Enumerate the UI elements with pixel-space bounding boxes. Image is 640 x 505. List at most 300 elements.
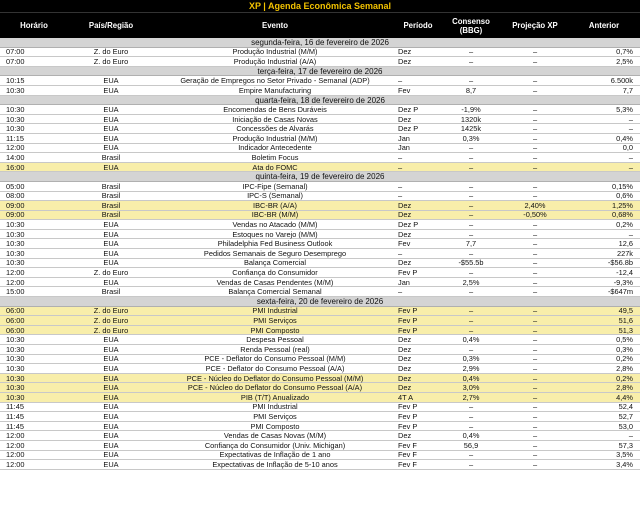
cell-consensus: 1425k bbox=[460, 124, 482, 134]
cell-consensus: 1320k bbox=[460, 114, 482, 124]
cell-consensus: – bbox=[468, 316, 474, 326]
cell-period: – bbox=[398, 248, 403, 258]
cell-consensus: – bbox=[468, 325, 474, 335]
cell-event: PMI Serviços bbox=[253, 316, 297, 326]
cell-event: Expectativas de Inflação de 1 ano bbox=[219, 450, 331, 460]
cell-previous: – bbox=[628, 162, 633, 172]
cell-event: Produção Industrial (M/M) bbox=[232, 47, 318, 57]
cell-event: Pedidos Semanais de Seguro Desemprego bbox=[203, 248, 347, 258]
table-row bbox=[0, 403, 640, 413]
cell-time: 10:30 bbox=[6, 104, 25, 114]
table-row bbox=[0, 115, 640, 125]
cell-country: EUA bbox=[103, 277, 119, 287]
cell-period: Fev P bbox=[398, 402, 418, 412]
cell-time: 07:00 bbox=[6, 56, 25, 66]
cell-consensus: – bbox=[468, 143, 474, 153]
cell-consensus: -1,9% bbox=[461, 104, 481, 114]
cell-country: EUA bbox=[103, 335, 119, 345]
cell-xp-projection: – bbox=[532, 431, 538, 441]
cell-time: 10:30 bbox=[6, 248, 25, 258]
cell-consensus: 2,7% bbox=[462, 392, 480, 402]
cell-xp-projection: – bbox=[532, 354, 538, 364]
cell-country: EUA bbox=[103, 421, 119, 431]
cell-previous: -$56.8b bbox=[607, 258, 633, 268]
table-row bbox=[0, 451, 640, 461]
table-row bbox=[0, 57, 640, 67]
cell-xp-projection: – bbox=[532, 383, 538, 393]
cell-country: EUA bbox=[103, 104, 119, 114]
cell-previous: 0,68% bbox=[612, 210, 633, 220]
cell-previous: 51,6 bbox=[618, 316, 633, 326]
cell-event: Vendas de Casas Pendentes (M/M) bbox=[216, 277, 334, 287]
cell-period: – bbox=[398, 76, 403, 86]
cell-previous: – bbox=[628, 124, 633, 134]
cell-previous: -9,3% bbox=[613, 277, 633, 287]
cell-time: 10:30 bbox=[6, 114, 25, 124]
cell-time: 10:30 bbox=[6, 220, 25, 230]
table-row bbox=[0, 48, 640, 58]
cell-previous: 0,3% bbox=[616, 344, 633, 354]
cell-event: Indicador Antecedente bbox=[238, 143, 312, 153]
table-row bbox=[0, 307, 640, 317]
cell-xp-projection: – bbox=[532, 85, 538, 95]
cell-time: 10:30 bbox=[6, 392, 25, 402]
cell-period: Fev P bbox=[398, 306, 418, 316]
cell-previous: -$647m bbox=[607, 287, 633, 297]
cell-xp-projection: – bbox=[532, 411, 538, 421]
cell-event: Encomendas de Bens Duráveis bbox=[223, 104, 327, 114]
cell-event: Estoques no Varejo (M/M) bbox=[232, 229, 318, 239]
cell-consensus: – bbox=[468, 220, 474, 230]
cell-previous: 12,6 bbox=[618, 239, 633, 249]
cell-time: 12:00 bbox=[6, 459, 25, 469]
table-row bbox=[0, 211, 640, 221]
cell-event: Concessões de Alvarás bbox=[236, 124, 314, 134]
cell-period: – bbox=[398, 181, 403, 191]
cell-time: 16:00 bbox=[6, 162, 25, 172]
cell-country: EUA bbox=[103, 258, 119, 268]
cell-consensus: 7,7 bbox=[465, 239, 477, 249]
table-row bbox=[0, 460, 640, 470]
cell-period: Fev bbox=[398, 239, 411, 249]
cell-time: 10:30 bbox=[6, 354, 25, 364]
cell-previous: -12,4 bbox=[616, 268, 633, 278]
cell-previous: – bbox=[628, 431, 633, 441]
cell-consensus: – bbox=[468, 152, 474, 162]
cell-period: – bbox=[398, 287, 403, 297]
cell-previous: 52,7 bbox=[618, 411, 633, 421]
cell-country: EUA bbox=[103, 440, 119, 450]
table-row bbox=[0, 393, 640, 403]
cell-event: Produção Industrial (A/A) bbox=[233, 56, 317, 66]
table-row bbox=[0, 355, 640, 365]
cell-consensus: – bbox=[468, 287, 474, 297]
cell-consensus: 0,4% bbox=[462, 335, 480, 345]
cell-country: EUA bbox=[103, 229, 119, 239]
cell-period: Dez bbox=[398, 344, 412, 354]
day-header: sexta-feira, 20 de fevereiro de 2026 bbox=[0, 297, 640, 307]
cell-period: Fev P bbox=[398, 268, 418, 278]
cell-country: EUA bbox=[103, 450, 119, 460]
cell-consensus: – bbox=[468, 306, 474, 316]
cell-time: 12:00 bbox=[6, 143, 25, 153]
cell-time: 10:15 bbox=[6, 76, 25, 86]
cell-time: 10:30 bbox=[6, 363, 25, 373]
cell-xp-projection: – bbox=[532, 248, 538, 258]
cell-event: Despesa Pessoal bbox=[246, 335, 304, 345]
cell-period: – bbox=[398, 162, 403, 172]
cell-previous: 57,3 bbox=[618, 440, 633, 450]
day-header: segunda-feira, 16 de fevereiro de 2026 bbox=[0, 38, 640, 48]
cell-country: EUA bbox=[103, 363, 119, 373]
cell-time: 11:15 bbox=[6, 133, 24, 143]
cell-consensus: – bbox=[468, 344, 474, 354]
cell-event: IBC-BR (M/M) bbox=[251, 210, 299, 220]
cell-country: EUA bbox=[103, 162, 119, 172]
cell-country: EUA bbox=[103, 392, 119, 402]
cell-previous: 5,3% bbox=[616, 104, 633, 114]
cell-period: Dez P bbox=[398, 220, 419, 230]
cell-event: IPC-S (Semanal) bbox=[247, 191, 303, 201]
table-row bbox=[0, 441, 640, 451]
cell-time: 09:00 bbox=[6, 200, 25, 210]
cell-xp-projection: – bbox=[532, 229, 538, 239]
cell-country: Brasil bbox=[101, 210, 121, 220]
cell-consensus: 3,0% bbox=[462, 383, 480, 393]
cell-country: EUA bbox=[103, 220, 119, 230]
cell-event: Iniciação de Casas Novas bbox=[232, 114, 318, 124]
cell-period: Fev bbox=[398, 85, 411, 95]
cell-country: Z. do Euro bbox=[93, 316, 129, 326]
cell-event: PCE - Núcleo do Deflator do Consumo Pessoal (A/A) bbox=[187, 383, 363, 393]
cell-xp-projection: 2,40% bbox=[524, 200, 546, 210]
cell-period: Dez bbox=[398, 210, 412, 220]
cell-period: Dez bbox=[398, 383, 412, 393]
cell-country: EUA bbox=[103, 239, 119, 249]
cell-consensus: – bbox=[468, 47, 474, 57]
cell-xp-projection: – bbox=[532, 335, 538, 345]
cell-country: EUA bbox=[103, 402, 119, 412]
cell-period: Dez bbox=[398, 373, 412, 383]
cell-previous: – bbox=[628, 114, 633, 124]
cell-period: Dez bbox=[398, 200, 412, 210]
cell-period: Jan bbox=[398, 143, 410, 153]
cell-previous: 0,4% bbox=[616, 133, 633, 143]
cell-country: EUA bbox=[103, 76, 119, 86]
cell-time: 12:00 bbox=[6, 450, 25, 460]
cell-xp-projection: – bbox=[532, 402, 538, 412]
table-row bbox=[0, 134, 640, 144]
table-row bbox=[0, 316, 640, 326]
cell-country: EUA bbox=[103, 354, 119, 364]
cell-country: EUA bbox=[103, 373, 119, 383]
cell-consensus: 2,9% bbox=[462, 363, 480, 373]
cell-period: Fev F bbox=[398, 459, 417, 469]
cell-xp-projection: – bbox=[532, 239, 538, 249]
cell-country: EUA bbox=[103, 124, 119, 134]
cell-previous: 0,2% bbox=[616, 220, 633, 230]
table-body bbox=[0, 38, 640, 470]
cell-period: Jan bbox=[398, 277, 410, 287]
cell-previous: 4,4% bbox=[616, 392, 633, 402]
cell-period: Fev F bbox=[398, 440, 417, 450]
cell-consensus: 0,4% bbox=[462, 373, 480, 383]
cell-consensus: – bbox=[468, 162, 474, 172]
cell-country: EUA bbox=[103, 344, 119, 354]
table-row bbox=[0, 335, 640, 345]
cell-xp-projection: – bbox=[532, 325, 538, 335]
cell-consensus: – bbox=[468, 210, 474, 220]
cell-event: Vendas no Atacado (M/M) bbox=[232, 220, 318, 230]
cell-period: Dez bbox=[398, 114, 412, 124]
cell-previous: 3,4% bbox=[616, 459, 633, 469]
cell-consensus: – bbox=[468, 248, 474, 258]
cell-previous: 2,8% bbox=[616, 363, 633, 373]
cell-consensus: – bbox=[468, 56, 474, 66]
cell-previous: – bbox=[628, 152, 633, 162]
cell-xp-projection: – bbox=[532, 440, 538, 450]
cell-consensus: 2,5% bbox=[462, 277, 480, 287]
cell-xp-projection: – bbox=[532, 306, 538, 316]
table-row bbox=[0, 124, 640, 134]
cell-previous: 1,25% bbox=[612, 200, 633, 210]
table-row bbox=[0, 268, 640, 278]
cell-xp-projection: – bbox=[532, 56, 538, 66]
cell-previous: 2,8% bbox=[616, 383, 633, 393]
cell-xp-projection: – bbox=[532, 287, 538, 297]
cell-time: 12:00 bbox=[6, 431, 25, 441]
cell-time: 08:00 bbox=[6, 191, 25, 201]
cell-consensus: 0,4% bbox=[462, 431, 480, 441]
cell-period: Fev P bbox=[398, 421, 418, 431]
cell-xp-projection: – bbox=[532, 124, 538, 134]
cell-consensus: – bbox=[468, 411, 474, 421]
table-row bbox=[0, 201, 640, 211]
cell-previous: 0,2% bbox=[616, 354, 633, 364]
cell-previous: 6.500k bbox=[610, 76, 633, 86]
cell-xp-projection: – bbox=[532, 133, 538, 143]
cell-time: 10:30 bbox=[6, 239, 25, 249]
cell-event: Philadelphia Fed Business Outlook bbox=[217, 239, 333, 249]
cell-time: 10:30 bbox=[6, 258, 25, 268]
cell-previous: 52,4 bbox=[618, 402, 633, 412]
cell-event: PMI Serviços bbox=[253, 411, 297, 421]
table-row bbox=[0, 153, 640, 163]
cell-period: – bbox=[398, 152, 403, 162]
cell-previous: 0,6% bbox=[616, 191, 633, 201]
cell-time: 10:30 bbox=[6, 124, 25, 134]
cell-event: Ata do FOMC bbox=[252, 162, 298, 172]
table-row bbox=[0, 422, 640, 432]
cell-period: Dez bbox=[398, 363, 412, 373]
table-row bbox=[0, 86, 640, 96]
cell-time: 12:00 bbox=[6, 277, 25, 287]
cell-period: Fev F bbox=[398, 450, 417, 460]
table-row bbox=[0, 287, 640, 297]
header-horario: Horário bbox=[20, 21, 48, 30]
cell-event: PMI Composto bbox=[250, 421, 300, 431]
cell-xp-projection: -0,50% bbox=[523, 210, 547, 220]
header-anterior: Anterior bbox=[588, 21, 620, 30]
cell-country: Z. do Euro bbox=[93, 56, 129, 66]
cell-period: Dez bbox=[398, 47, 412, 57]
cell-xp-projection: – bbox=[532, 181, 538, 191]
cell-consensus: 0,3% bbox=[462, 133, 480, 143]
cell-time: 10:30 bbox=[6, 85, 25, 95]
cell-consensus: – bbox=[468, 229, 474, 239]
cell-previous: 2,5% bbox=[616, 56, 633, 66]
cell-consensus: 56,9 bbox=[463, 440, 479, 450]
table-row bbox=[0, 76, 640, 86]
cell-consensus: – bbox=[468, 459, 474, 469]
cell-previous: – bbox=[628, 229, 633, 239]
cell-xp-projection: – bbox=[532, 344, 538, 354]
cell-event: Balança Comercial Semanal bbox=[228, 287, 322, 297]
cell-country: Brasil bbox=[101, 152, 121, 162]
table-row bbox=[0, 105, 640, 115]
cell-consensus: – bbox=[468, 268, 474, 278]
cell-time: 15:00 bbox=[6, 287, 25, 297]
cell-period: Jan bbox=[398, 133, 410, 143]
cell-country: Brasil bbox=[101, 191, 121, 201]
cell-time: 07:00 bbox=[6, 47, 25, 57]
cell-consensus: – bbox=[468, 181, 474, 191]
cell-time: 14:00 bbox=[6, 152, 25, 162]
cell-period: Dez bbox=[398, 56, 412, 66]
table-row bbox=[0, 374, 640, 384]
header-projecao: Projeção XP bbox=[512, 21, 558, 30]
cell-time: 11:45 bbox=[6, 402, 24, 412]
cell-period: 4T A bbox=[398, 392, 414, 402]
cell-xp-projection: – bbox=[532, 143, 538, 153]
cell-xp-projection: – bbox=[532, 191, 538, 201]
cell-time: 10:30 bbox=[6, 383, 25, 393]
day-header: terça-feira, 17 de fevereiro de 2026 bbox=[0, 67, 640, 77]
cell-country: Brasil bbox=[101, 287, 121, 297]
table-row bbox=[0, 259, 640, 269]
cell-event: Balança Comercial bbox=[243, 258, 307, 268]
cell-xp-projection: – bbox=[532, 363, 538, 373]
cell-country: EUA bbox=[103, 383, 119, 393]
cell-xp-projection: – bbox=[532, 421, 538, 431]
cell-previous: 0,5% bbox=[616, 335, 633, 345]
cell-country: EUA bbox=[103, 133, 119, 143]
table-row bbox=[0, 163, 640, 173]
cell-consensus: – bbox=[468, 450, 474, 460]
table-row bbox=[0, 230, 640, 240]
cell-previous: 53,0 bbox=[618, 421, 633, 431]
table-header bbox=[0, 12, 640, 38]
table-row bbox=[0, 192, 640, 202]
cell-xp-projection: – bbox=[532, 220, 538, 230]
cell-period: Fev P bbox=[398, 325, 418, 335]
cell-event: Empire Manufacturing bbox=[238, 85, 312, 95]
cell-period: Dez bbox=[398, 354, 412, 364]
cell-consensus: 8,7 bbox=[465, 85, 477, 95]
cell-country: Z. do Euro bbox=[93, 325, 129, 335]
cell-consensus: 0,3% bbox=[462, 354, 480, 364]
cell-time: 09:00 bbox=[6, 210, 25, 220]
cell-time: 10:30 bbox=[6, 344, 25, 354]
cell-event: PMI Industrial bbox=[252, 306, 298, 316]
cell-xp-projection: – bbox=[532, 277, 538, 287]
cell-xp-projection: – bbox=[532, 114, 538, 124]
cell-event: Confiança do Consumidor (Univ. Michigan) bbox=[204, 440, 346, 450]
cell-country: EUA bbox=[103, 431, 119, 441]
cell-xp-projection: – bbox=[532, 162, 538, 172]
table-row bbox=[0, 345, 640, 355]
cell-time: 05:00 bbox=[6, 181, 25, 191]
cell-event: Renda Pessoal (real) bbox=[240, 344, 310, 354]
cell-period: Dez bbox=[398, 258, 412, 268]
cell-previous: 7,7 bbox=[622, 85, 633, 95]
cell-xp-projection: – bbox=[532, 104, 538, 114]
cell-time: 11:45 bbox=[6, 411, 24, 421]
cell-xp-projection: – bbox=[532, 268, 538, 278]
table-row bbox=[0, 326, 640, 336]
cell-event: PIB (T/T) Anualizado bbox=[240, 392, 310, 402]
table-row bbox=[0, 220, 640, 230]
cell-event: Produção Industrial (M/M) bbox=[232, 133, 318, 143]
cell-country: EUA bbox=[103, 114, 119, 124]
cell-time: 06:00 bbox=[6, 325, 25, 335]
cell-time: 06:00 bbox=[6, 306, 25, 316]
cell-country: EUA bbox=[103, 248, 119, 258]
cell-previous: 3,5% bbox=[616, 450, 633, 460]
cell-country: Brasil bbox=[101, 200, 121, 210]
cell-xp-projection: – bbox=[532, 459, 538, 469]
cell-time: 10:30 bbox=[6, 373, 25, 383]
cell-previous: 51,3 bbox=[618, 325, 633, 335]
cell-xp-projection: – bbox=[532, 373, 538, 383]
cell-country: Brasil bbox=[101, 181, 121, 191]
header-evento: Evento bbox=[262, 21, 288, 30]
day-header: quarta-feira, 18 de fevereiro de 2026 bbox=[0, 96, 640, 106]
cell-country: EUA bbox=[103, 143, 119, 153]
cell-country: EUA bbox=[103, 411, 119, 421]
cell-event: PMI Composto bbox=[250, 325, 300, 335]
cell-previous: 49,5 bbox=[618, 306, 633, 316]
cell-country: Z. do Euro bbox=[93, 47, 129, 57]
cell-xp-projection: – bbox=[532, 316, 538, 326]
cell-xp-projection: – bbox=[532, 47, 538, 57]
cell-consensus: – bbox=[468, 76, 474, 86]
cell-time: 10:30 bbox=[6, 229, 25, 239]
cell-event: PMI Industrial bbox=[252, 402, 298, 412]
table-row bbox=[0, 383, 640, 393]
table-row bbox=[0, 144, 640, 154]
cell-period: Dez P bbox=[398, 124, 419, 134]
cell-previous: 0,15% bbox=[612, 181, 633, 191]
cell-previous: 0,0 bbox=[622, 143, 633, 153]
day-header: quinta-feira, 19 de fevereiro de 2026 bbox=[0, 172, 640, 182]
table-row bbox=[0, 412, 640, 422]
table-row bbox=[0, 249, 640, 259]
cell-event: Confiança do Consumidor bbox=[232, 268, 318, 278]
cell-xp-projection: – bbox=[532, 76, 538, 86]
table-row bbox=[0, 364, 640, 374]
cell-event: PCE - Núcleo do Deflator do Consumo Pessoal (M/M) bbox=[186, 373, 364, 383]
cell-country: Z. do Euro bbox=[93, 268, 129, 278]
cell-consensus: – bbox=[468, 402, 474, 412]
cell-country: Z. do Euro bbox=[93, 306, 129, 316]
cell-time: 12:00 bbox=[6, 268, 25, 278]
cell-xp-projection: – bbox=[532, 258, 538, 268]
page-title: XP | Agenda Econômica Semanal bbox=[0, 0, 640, 12]
cell-event: IPC-Fipe (Semanal) bbox=[242, 181, 308, 191]
cell-time: 12:00 bbox=[6, 440, 25, 450]
cell-xp-projection: – bbox=[532, 450, 538, 460]
